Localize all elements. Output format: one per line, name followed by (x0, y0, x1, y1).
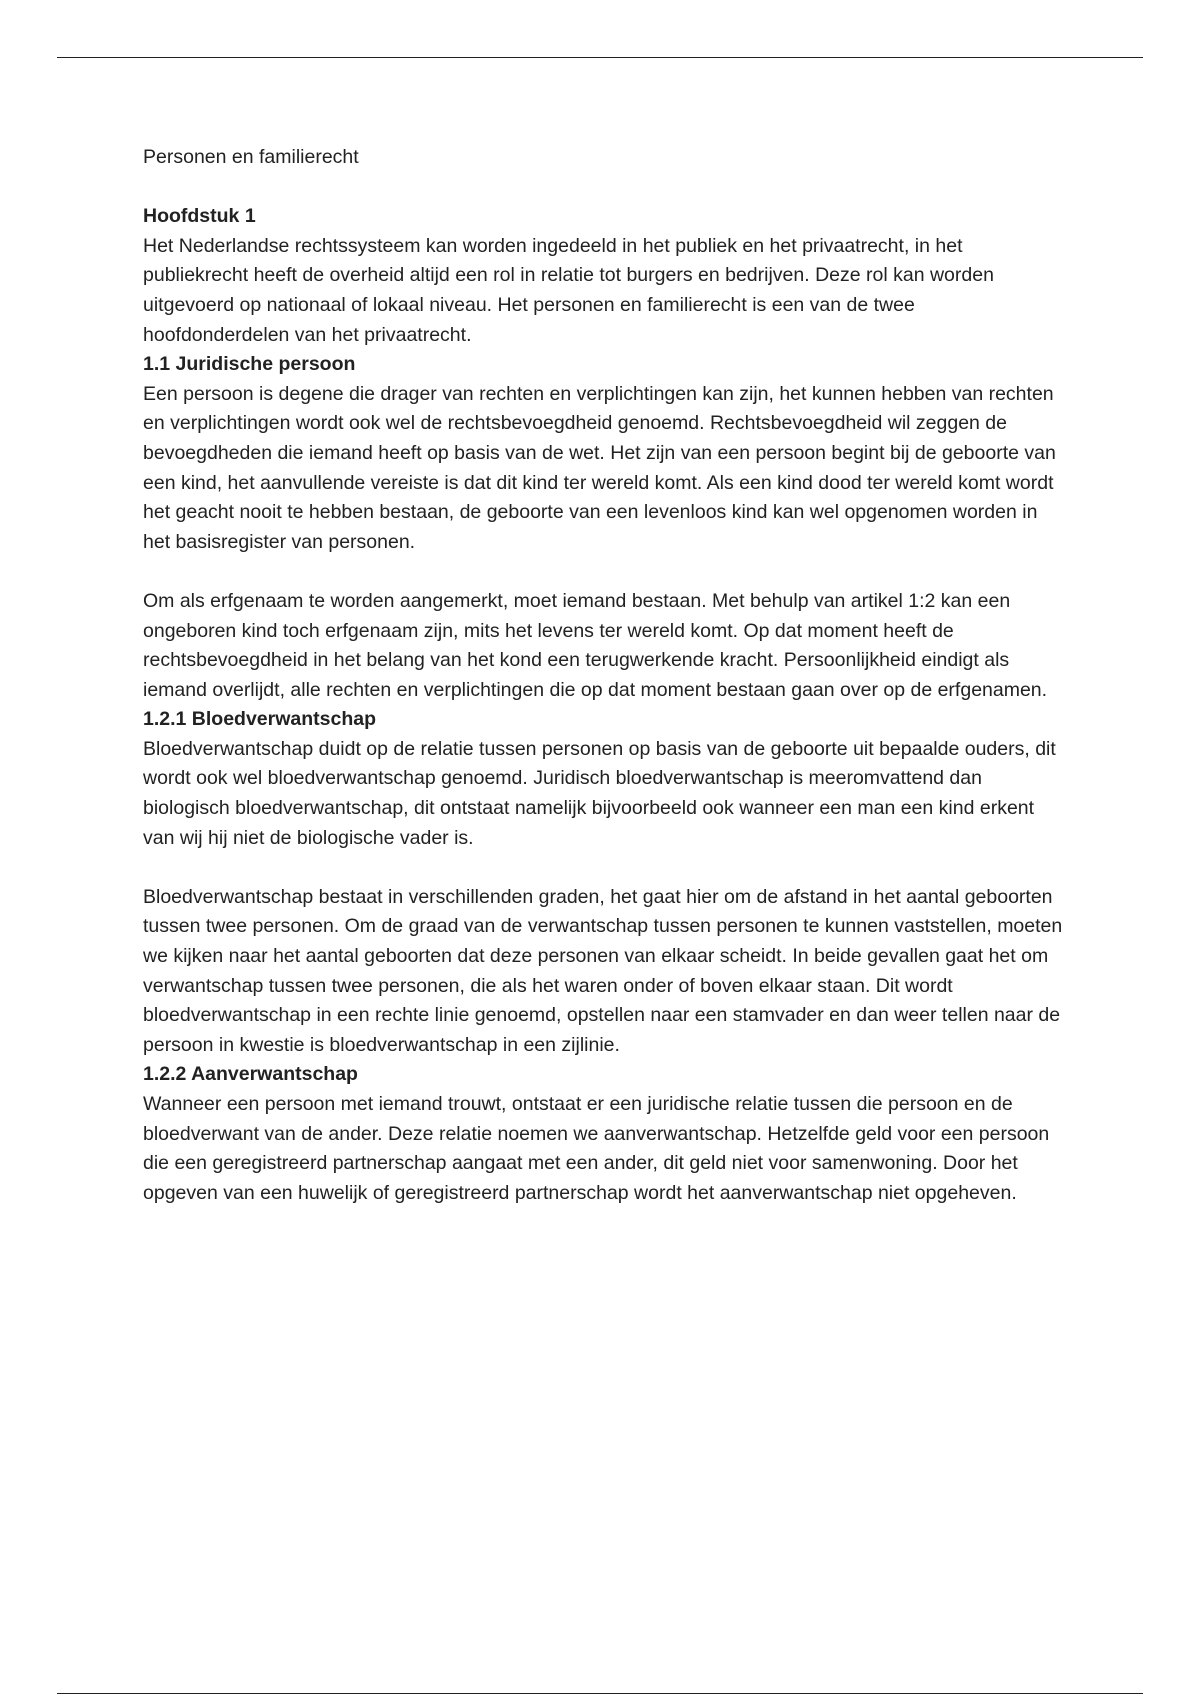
bottom-rule (57, 1693, 1143, 1694)
section-bloedverwantschap (143, 705, 1063, 1060)
section-hoofdstuk-1 (143, 202, 1063, 350)
paragraph: Wanneer een persoon met iemand trouwt, ontstaat er een juridische relatie tussen die persoon en de bloedverwant van de ander. Deze relatie noemen we aanverwantschap. Hetzelfde geld voor een persoon die een geregistreerd partnerschap aangaat met een ander, dit geld niet voor samenwoning. Door het opgeven van een huwelijk of geregistreerd partnerschap wordt het aanverwantschap niet opgeheven. (143, 1093, 1050, 1204)
document-title: Personen en familierecht (143, 146, 359, 168)
section-heading: 1.2.1 Bloedverwantschap (143, 708, 377, 731)
section-juridische-persoon (143, 350, 1063, 705)
section-aanverwantschap (143, 1060, 1063, 1208)
paragraph: Bloedverwantschap bestaat in verschillenden graden, het gaat hier om de afstand in het aantal geboorten tussen twee personen. Om de graad van de verwantschap tussen personen te kunnen vaststellen, moeten we kijken naar het aantal geboorten dat deze personen van elkaar scheidt. In beide gevallen gaat het om verwantschap tussen twee personen, die als het waren onder of boven elkaar staan. Dit wordt bloedverwantschap in een rechte linie genoemd, opstellen naar een stamvader en dan weer tellen naar de persoon in kwestie is bloedverwantschap in een zijlinie. (143, 885, 1063, 1056)
section-heading: 1.2.2 Aanverwantschap (143, 1063, 358, 1086)
paragraph: Een persoon is degene die drager van rechten en verplichtingen kan zijn, het kunnen hebben van rechten en verplichtingen wordt ook wel de rechtsbevoegdheid genoemd. Rechtsbevoegdheid wil zeggen de bevoegdheden die iemand heeft op basis van de wet. Het zijn van een persoon begint bij de geboorte van een kind, het aanvullende vereiste is dat dit kind ter wereld komt. Als een kind dood ter wereld komt wordt het geacht nooit te hebben bestaan, de geboorte van een levenloos kind kan wel opgenomen worden in het basisregister van personen. (143, 382, 1056, 553)
paragraph: Om als erfgenaam te worden aangemerkt, moet iemand bestaan. Met behulp van artikel 1:2 kan een ongeboren kind toch erfgenaam zijn, mits het levens ter wereld komt. Op dat moment heeft de rechtsbevoegdheid in het belang van het kond een terugwerkende kracht. Persoonlijkheid eindigt als iemand overlijdt, alle rechten en verplichtingen die op dat moment bestaan gaan over op de erfgenamen. (143, 589, 1048, 701)
document-body (143, 143, 1063, 1208)
paragraph: Bloedverwantschap duidt op de relatie tussen personen op basis van de geboorte uit bepaalde ouders, dit wordt ook wel bloedverwantschap genoemd. Juridisch bloedverwantschap is meeromvattend dan biologisch bloedverwantschap, dit ontstaat namelijk bijvoorbeeld ook wanneer een man een kind erkent van wij hij niet de biologische vader is. (143, 737, 1056, 849)
paragraph: Het Nederlandse rechtssysteem kan worden ingedeeld in het publiek en het privaatrecht, in het publiekrecht heeft de overheid altijd een rol in relatie tot burgers en bedrijven. Deze rol kan worden uitgevoerd op nationaal of lokaal niveau. Het personen en familierecht is een van de twee hoofdonderdelen van het privaatrecht. (143, 234, 994, 346)
section-heading: 1.1 Juridische persoon (143, 353, 356, 376)
section-heading: Hoofdstuk 1 (143, 205, 256, 228)
top-rule (57, 57, 1143, 58)
